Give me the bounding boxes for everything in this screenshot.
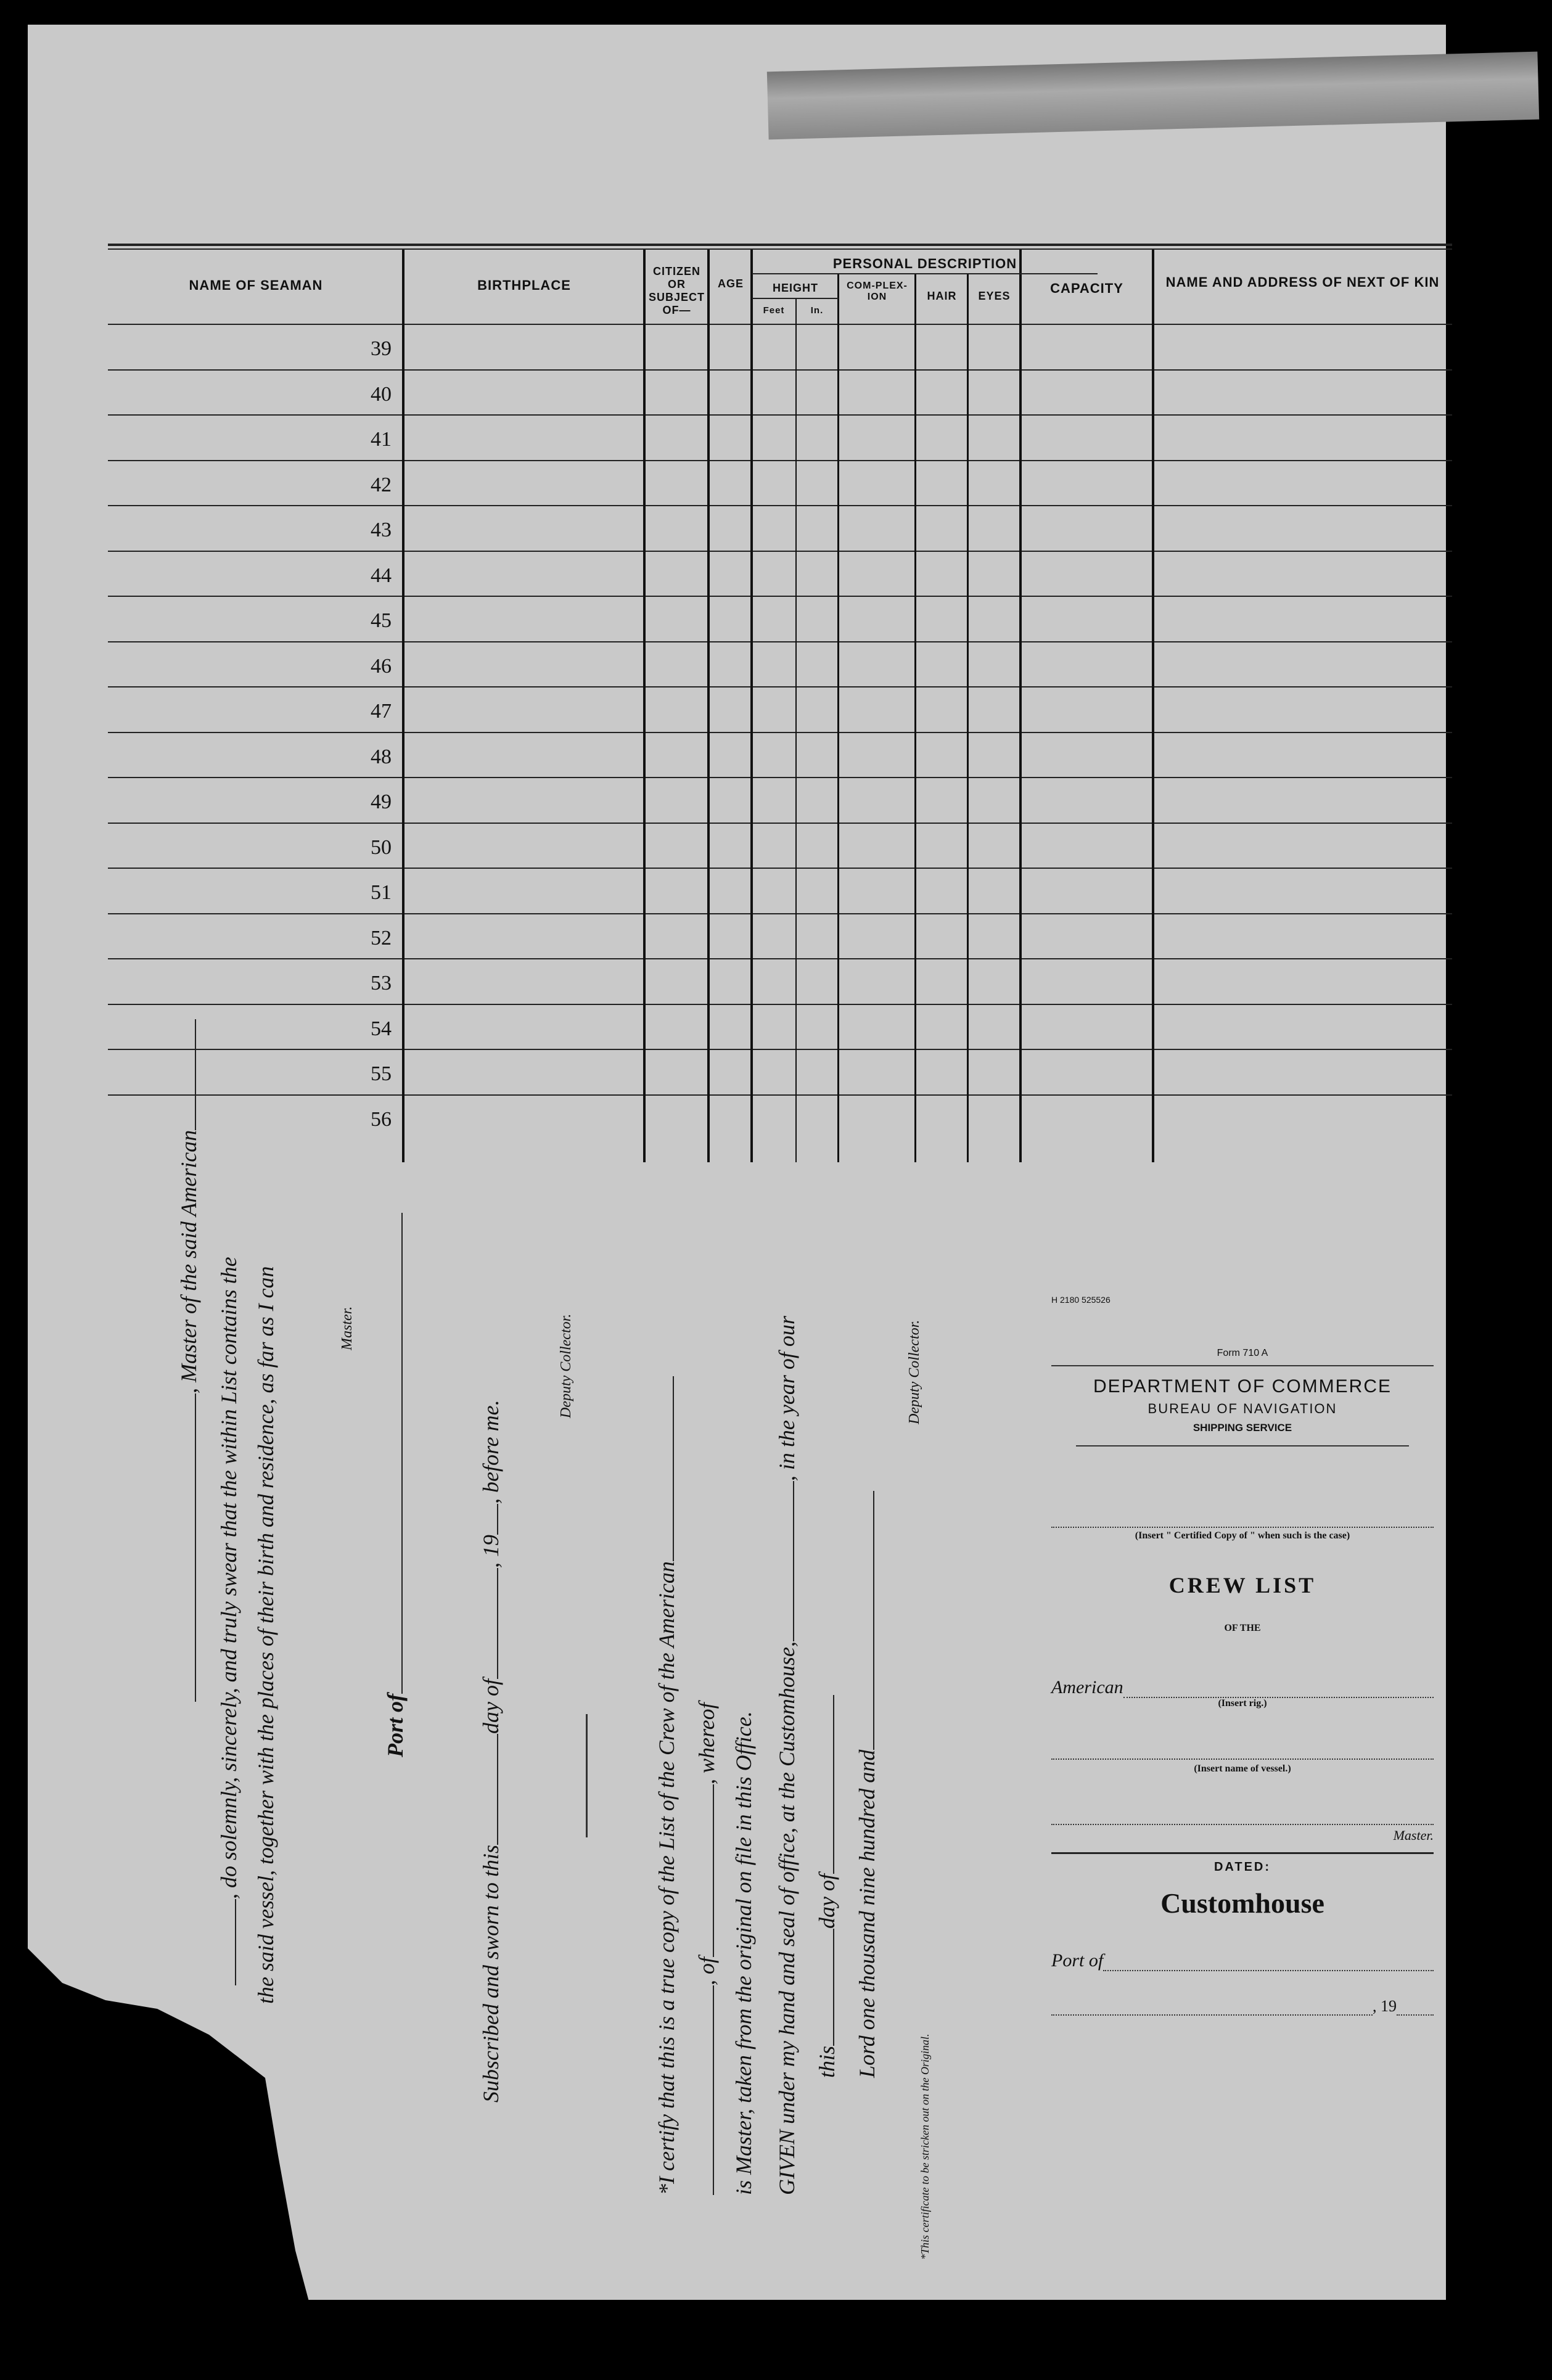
row-rule [108,1004,1452,1005]
certificate-this-day: thisday of [811,1695,840,2078]
col-rule [795,299,797,1162]
of-the-label: OF THE [1224,1623,1261,1633]
row-number: 55 [371,1062,392,1085]
row-number: 52 [371,926,392,950]
row-rule [108,551,1452,552]
department-title: DEPARTMENT OF COMMERCE [1093,1376,1392,1397]
date-row [1051,1996,1434,2016]
row-rule [108,324,1452,325]
row-rule [108,369,1452,371]
american-rig-row [1051,1677,1434,1698]
certificate-is-master: is Master, taken from the original on file in this Office. [731,1711,756,2195]
row-number: 42 [371,473,392,496]
dated-label: DATED: [1213,1860,1271,1874]
header-complexion: COM-PLEX-ION [847,281,908,302]
height-rule [752,298,839,299]
row-number: 56 [371,1107,392,1131]
port-of-row [1051,1950,1434,1971]
row-rule [108,596,1452,597]
table-top-rule [108,244,1452,246]
shipping-service: SHIPPING SERVICE [1193,1422,1292,1434]
row-number: 53 [371,972,392,995]
port-of-label: Port of [1051,1950,1104,1971]
vessel-name-line [1051,1740,1434,1760]
table-top-rule-2 [108,248,1452,250]
row-number: 54 [371,1017,392,1040]
row-number: 44 [371,564,392,587]
row-rule [108,1094,1452,1096]
header-eyes: EYES [978,290,1011,302]
row-rule [108,686,1452,687]
row-number: 46 [371,654,392,678]
oath-master-line: , Master of the said American [173,1019,202,1702]
row-number: 48 [371,745,392,768]
col-rule [837,274,839,1162]
row-rule [108,641,1452,642]
crew-list-title: CREW LIST [1168,1573,1316,1598]
separator-rule [586,1714,588,1837]
row-number: 47 [371,700,392,723]
col-rule [967,274,969,1162]
certificate-lord: Lord one thousand nine hundred and [851,1491,880,2078]
row-number: 51 [371,881,392,904]
insert-certified-note: (Insert " Certified Copy of " when such is the case) [1135,1530,1350,1541]
row-rule [108,913,1452,914]
col-rule [707,250,710,1162]
header-height: HEIGHT [772,282,818,294]
crew-table [108,244,1452,1168]
oath-master-sig: Master. [339,1306,355,1350]
document-sheet [28,25,1446,2300]
col-rule [402,250,404,1162]
certified-copy-line [1051,1508,1434,1528]
row-rule [108,777,1452,778]
cover-panel [1051,1295,1434,2016]
row-rule [108,732,1452,733]
row-rule [108,958,1452,959]
header-hair: HAIR [927,290,957,302]
certificate-footnote: *This certificate to be stricken out on the Original. [919,2033,931,2260]
header-feet: Feet [763,305,785,316]
row-rule [108,823,1452,824]
nineteen-label: , 19 [1373,1997,1397,2015]
row-rule [108,1049,1452,1050]
insert-name-note: (Insert name of vessel.) [1194,1763,1291,1774]
oath-subscribed: Subscribed and sworn to thisday of, 19, before me. [475,1400,504,2103]
col-rule [750,250,753,1162]
row-number: 49 [371,790,392,813]
row-rule [108,505,1452,506]
row-number: 41 [371,428,392,451]
header-name-of-seaman: NAME OF SEAMAN [189,277,323,293]
certificate-deputy-collector: Deputy Collector. [906,1319,922,1424]
oath-port-of: Port of [379,1213,408,1757]
col-rule [1019,250,1022,1162]
insert-rig-note: (Insert rig.) [1218,1698,1267,1709]
header-capacity: CAPACITY [1050,281,1123,296]
certificate-of-whereof: , of, whereof [691,1702,720,2195]
header-age: AGE [717,277,744,290]
certificate-certify: *I certify that this is a true copy of the List of the Crew of the American [651,1376,680,2195]
row-number: 45 [371,609,392,632]
print-code: H 2180 525526 [1051,1295,1111,1305]
row-rule [108,868,1452,869]
header-next-of-kin: NAME AND ADDRESS OF NEXT OF KIN [1165,274,1440,290]
tape-strip [767,52,1539,140]
torn-corner [28,1948,459,2380]
american-label: American [1051,1677,1123,1697]
master-line [1051,1805,1434,1825]
row-rule [108,414,1452,416]
row-rule [108,460,1452,461]
bureau-title: BUREAU OF NAVIGATION [1148,1401,1337,1416]
row-number: 50 [371,835,392,859]
oath-solemnly: , do solemnly, sincerely, and truly swear that the within List contains the [213,1257,242,1985]
header-citizen: CITIZEN OR SUBJECT OF— [648,265,705,316]
master-label: Master. [1393,1828,1434,1843]
form-number: Form 710 A [1217,1348,1268,1358]
col-rule [643,250,646,1162]
oath-vessel-line: the said vessel, together with the places of their birth and residence, as far as I can [253,1266,278,2004]
certificate-given: GIVEN under my hand and seal of office, at the Customhouse,, in the year of our [771,1316,800,2195]
oath-deputy-collector: Deputy Collector. [558,1313,574,1418]
row-number: 40 [371,382,392,406]
row-number: 43 [371,519,392,541]
col-rule [914,274,916,1162]
col-rule [1152,250,1154,1162]
header-birthplace: BIRTHPLACE [477,277,571,293]
customhouse-label: Customhouse [1160,1887,1324,1919]
personal-rule [752,273,1098,274]
header-personal-description: PERSONAL DESCRIPTION [832,256,1017,271]
header-inches: In. [810,305,824,316]
row-number: 39 [371,337,392,360]
